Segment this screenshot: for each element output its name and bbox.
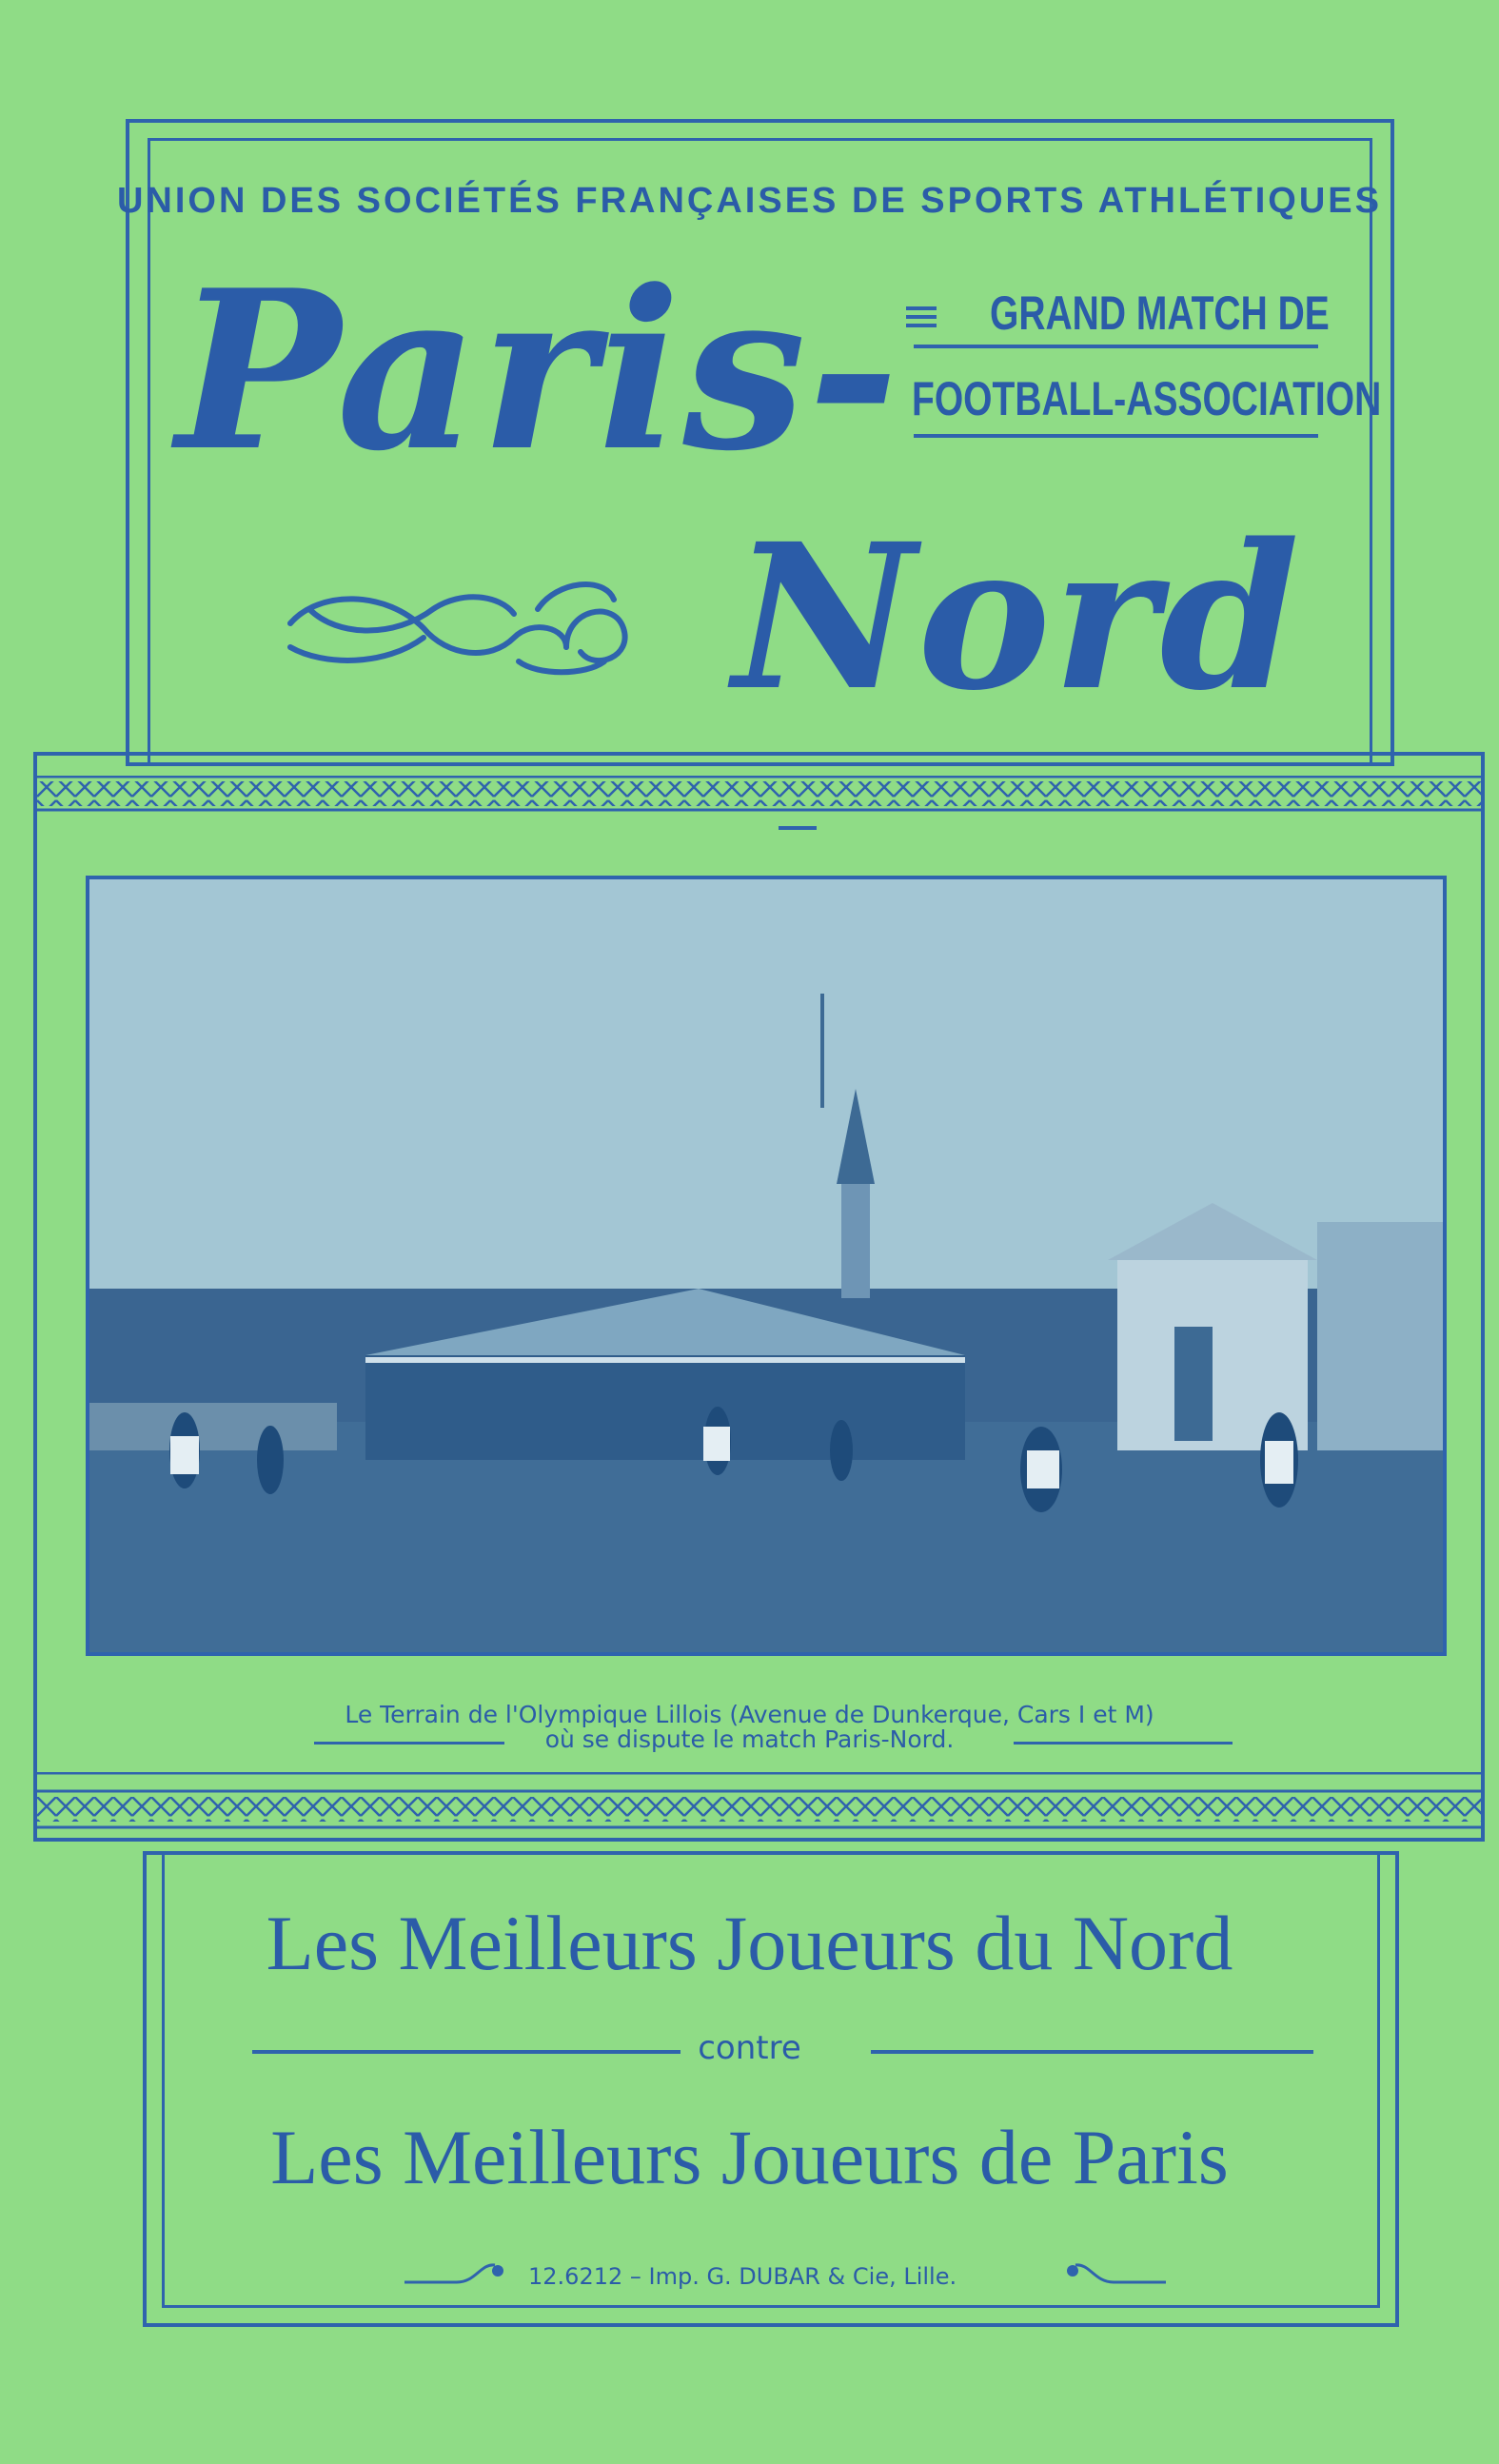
printer-imprint: 12.6212 – Imp. G. DUBAR & Cie, Lille. bbox=[528, 2263, 957, 2290]
title-nord: Nord bbox=[733, 500, 1302, 735]
triple-bar-2 bbox=[906, 315, 937, 319]
grand-match-line2: FOOTBALL-ASSOCIATION bbox=[912, 372, 1382, 425]
grand-match-rule-2 bbox=[914, 434, 1318, 438]
crosshatch-band-top bbox=[37, 776, 1481, 814]
triple-bar-3 bbox=[906, 324, 937, 327]
photo-caption-line1: Le Terrain de l'Olympique Lillois (Avenue de Dunkerque, Cars I et M) bbox=[345, 1701, 1154, 1728]
versus-word: contre bbox=[698, 2029, 801, 2067]
imprint-ornament-right bbox=[1056, 2254, 1171, 2292]
grand-match-rule-1 bbox=[914, 345, 1318, 348]
caption-rule-right bbox=[1014, 1742, 1233, 1745]
team-paris: Les Meilleurs Joueurs de Paris bbox=[270, 2114, 1229, 2200]
grand-match-line1: GRAND MATCH DE bbox=[990, 286, 1330, 340]
ornament-icon bbox=[281, 571, 642, 685]
center-tick bbox=[779, 826, 817, 830]
triple-bar-1 bbox=[906, 306, 937, 310]
stadium-scene bbox=[89, 879, 1447, 1656]
photo-caption-line2: où se dispute le match Paris-Nord. bbox=[544, 1725, 955, 1753]
crosshatch-band-bottom bbox=[37, 1772, 1481, 1841]
union-heading: UNION DES SOCIÉTÉS FRANÇAISES DE SPORTS ATHLÉTIQUES bbox=[116, 181, 1382, 221]
contre-rule-right bbox=[871, 2050, 1313, 2054]
stadium-photo bbox=[86, 876, 1447, 1656]
title-paris: Paris- bbox=[176, 243, 901, 500]
team-north: Les Meilleurs Joueurs du Nord bbox=[266, 1900, 1233, 1986]
imprint-ornament-left bbox=[400, 2254, 514, 2292]
